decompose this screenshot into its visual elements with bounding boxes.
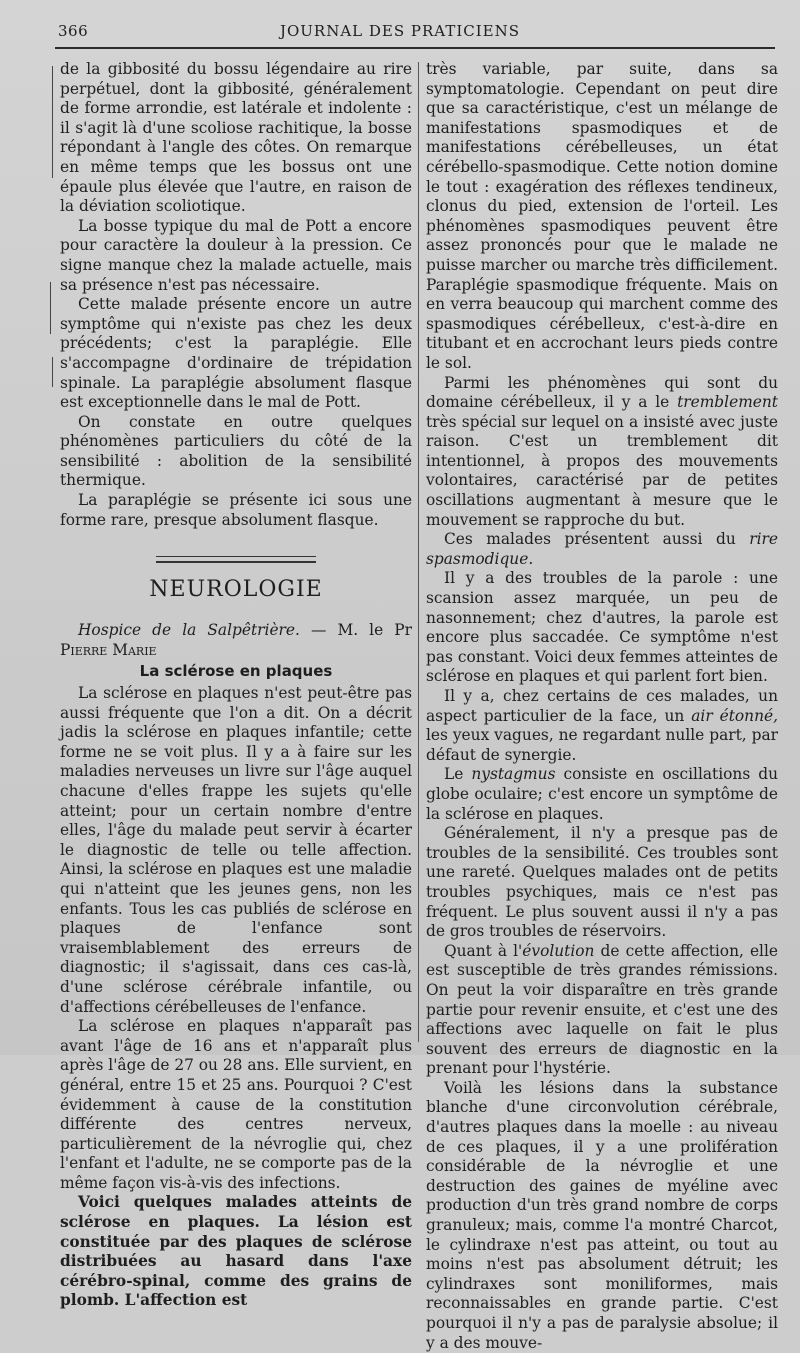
paragraph: La sclérose en plaques n'est peut-être pas aussi fréquente que l'on a dit. On a décrit jadis la sclérose en plaques infantile; cette forme ne se voit plus. Il y a à faire sur les maladies nerveuses un livre sur l'âge auquel chacune d'elles frappe les sujets qu'elle atteint; pour un certain nombre d'entre elles, l'âge du malade peut servir à écarter le diagnostic de telle ou telle affection. Ainsi, la sclérose en plaques est une maladie qui n'atteint que les jeunes gens, non les enfants. Tous les cas publiés de sclérose en plaques de l'enfance sont vraisemblablement des erreurs de diagnostic; il s'agissait, dans ces cas-là, d'une sclérose cérébrale infantile, ou d'affections cérébelleuses de l'enfance. [60, 684, 412, 1016]
paragraph [426, 687, 778, 765]
paragraph: Cette malade présente encore un autre symptôme qui n'existe pas chez les deux précédents; c'est la paraplégie. Elle s'accompagne d'ordinaire de trépidation spinale. La paraplégie absolument flasque est exceptionnelle dans le mal de Pott. [60, 295, 412, 412]
paragraph: On constate en outre quelques phénomènes particuliers du côté de la sensibilité : abolition de la sensibilité thermique. [60, 412, 412, 490]
text-run: de cette affection, elle est susceptible de très grandes rémissions. On peut la voir disparaître en très grande partie pour revenir ensuite, et c'est une des affections avec laquelle on fait le plus souvent des erreurs de diagnostic en la prenant pour l'hystérie. [426, 941, 779, 1078]
emphasis: évolution [522, 941, 595, 960]
byline-author: Pierre Marie [60, 640, 157, 659]
paragraph [426, 942, 778, 1079]
margin-mark-3 [52, 357, 53, 387]
running-head [0, 22, 800, 44]
text-run: Quant à l' [444, 941, 523, 960]
paragraph: Voilà les lésions dans la substance blanche d'une circonvolution cérébrale, d'autres plaques dans la moelle : au niveau de ces plaques, il y a une prolifération considérable de la névroglie et une destruction des gaines de myéline avec production d'un très grand nombre de corps granuleux; mais, comme l'a montré Charcot, le cylindraxe n'est pas atteint, ou tout au moins n'est pas absolument détruit; les cylindraxes sont moniliformes, mais reconnaissables en grande partie. C'est pourquoi il n'y a pas de paralysie absolue; il y a des mouve- [426, 1078, 778, 1352]
journal-title: JOURNAL DES PRATICIENS [279, 22, 521, 40]
emphasis: air étonné, [691, 706, 779, 725]
text-run: Ces malades présentent aussi du [444, 530, 750, 549]
margin-mark-2 [50, 282, 51, 334]
header-rule [55, 47, 775, 49]
emphasis: tremblement [677, 393, 778, 412]
text-run: consiste en oscillations du globe oculaire; c'est encore un symptôme de la sclérose en plaques. [426, 765, 778, 823]
article-title: La sclérose en plaques [139, 662, 333, 681]
paragraph: Voici quelques malades atteints de sclérose en plaques. La lésion est constituée par des plaques de sclérose distribuées au hasard dans l'axe cérébro-spinal, comme des grains de plomb. L'affection est [60, 1193, 412, 1310]
paragraph: très variable, par suite, dans sa symptomatologie. Cependant on peut dire que sa caractéristique, c'est un mélange de manifestations spasmodiques et de manifestations cérébelleuses, un état cérébello-spasmodique. Cette notion domine le tout : exagération des réflexes tendineux, clonus du pied, extension de l'orteil. Les phénomènes spasmodiques peuvent être assez prononcés pour que le malade ne puisse marcher ou marche très difficilement. Paraplégie spasmodique fréquente. Mais on en verra beaucoup qui marchent comme des spasmodiques cérébelleux, c'est-à-dire en titubant et en accrochant leurs pieds contre le sol. [426, 60, 778, 372]
paragraph [426, 765, 778, 824]
text-run: Le [444, 765, 472, 784]
left-column [60, 60, 412, 1311]
right-column [426, 60, 778, 1353]
paragraph: Généralement, il n'y a presque pas de troubles de la sensibilité. Ces troubles sont une rareté. Quelques malades ont de petits troubles psychiques, mais ce n'est pas fréquent. Le plus souvent aussi il n'y a pas de gros troubles de réservoirs. [426, 824, 778, 941]
text-run: Parmi les phénomènes qui sont du domaine cérébelleux, il y a le [426, 373, 778, 412]
text-run: les yeux vagues, ne regardant nulle part, par défaut de synergie. [426, 726, 778, 764]
margin-mark-1 [52, 66, 53, 178]
byline-place: Hospice de la Salpêtrière. [78, 621, 300, 640]
byline-prefix: — M. le Pr [299, 621, 412, 640]
emphasis: nystagmus [471, 765, 556, 784]
section-rule [156, 556, 316, 563]
paragraph: La bosse typique du mal de Pott a encore pour caractère la douleur à la pression. Ce signe manque chez la malade actuelle, mais sa présence n'est pas nécessaire. [60, 216, 412, 294]
text-run: Il y a, chez certains de ces malades, un aspect particulier de la face, un [426, 687, 778, 725]
paragraph: La paraplégie se présente ici sous une forme rare, presque absolument flasque. [60, 491, 412, 529]
paragraph: de la gibbosité du bossu légendaire au rire perpétuel, dont la gibbosité, généralement de forme arrondie, est latérale et indolente : il s'agit là d'une scoliose rachitique, la bosse répondant à l'angle des côtes. On remarque en même temps que les bossus ont une épaule plus élevée que l'autre, en raison de la déviation scoliotique. [60, 60, 412, 216]
paragraph [426, 530, 778, 569]
text-run: très spécial sur lequel on a insisté avec juste raison. C'est un tremblement dit intentionnel, à propos des mouvements volontaires, caractérisé par de petites oscillations augmentant à mesure que le mouvement se rapproche du but. [426, 412, 778, 529]
page-number: 366 [58, 22, 89, 40]
paragraph: La sclérose en plaques n'apparaît pas avant l'âge de 16 ans et n'apparaît plus après l'âge de 27 ou 28 ans. Elle survient, en général, entre 15 et 25 ans. Pourquoi ? C'est évidemment à cause de la constitution différente des centres nerveux, particulièrement de la névroglie qui, chez l'enfant et l'adulte, ne se comporte pas de la même façon vis-à-vis des infections. [60, 1017, 412, 1192]
emphasis: rire spasmodique. [426, 530, 778, 568]
column-divider [418, 62, 419, 1042]
article-byline [60, 621, 412, 660]
paragraph: Il y a des troubles de la parole : une scansion assez marquée, un peu de nasonnement; chez d'autres, la parole est encore plus saccadée. Ce symptôme n'est pas constant. Voici deux femmes atteintes de sclérose en plaques et qui parlent fort bien. [426, 569, 778, 686]
section-title: NEUROLOGIE [149, 577, 323, 603]
paragraph [426, 374, 778, 531]
